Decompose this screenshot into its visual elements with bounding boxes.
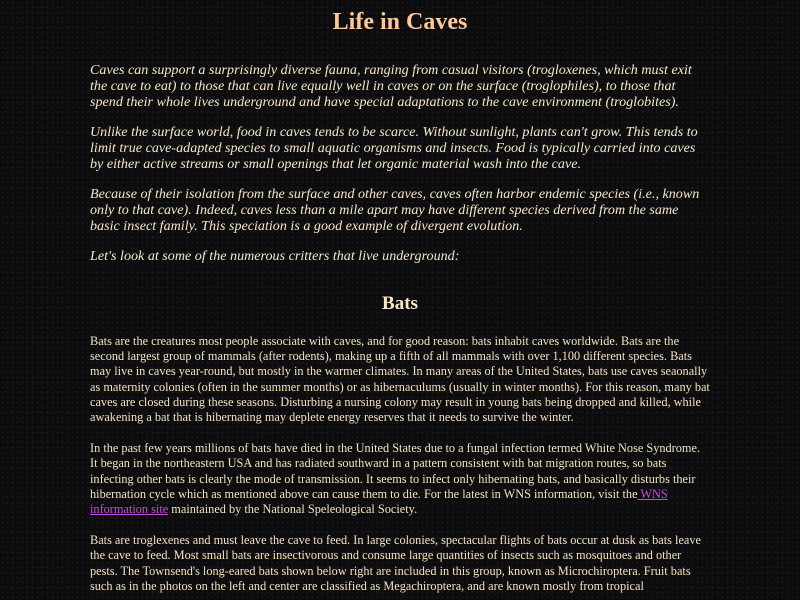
intro-paragraph: Caves can support a surprisingly diverse fauna, ranging from casual visitors (trogloxenes, which must exit the cave to eat) to those that can live equally well in caves or on the surface (troglophiles), to those that spend their whole lives underground and have special adaptations to the cave environment (troglobites). (90, 62, 692, 110)
wns-information-link[interactable]: WNS information site (90, 486, 668, 517)
bats-heading: Bats (382, 293, 418, 314)
bats-paragraph: Bats are troglexenes and must leave the cave to feed. In large colonies, spectacular flights of bats occur at dusk as bats leave the cave to feed. Most small bats are insectivorous and consume large quantities of insects such as mosquitoes and other pests. The Townsend's long-eared bats shown below right are included in this group, known as Microchiroptera. Fruit bats such as in the photos on the left and center are classified as Megachiroptera, and are known mostly from tropical (90, 533, 701, 593)
bats-paragraph: Bats are the creatures most people associate with caves, and for good reason: bats inhabit caves worldwide. Bats are the second largest group of mammals (after rodents), making up a fifth of all mammals with over 1,100 different species. Bats may live in caves year-round, but mostly in the warmer climates. In many areas of the United States, bats use caves seaonally as maternity colonies (often in the summer months) or as hibernaculums (usually in winter months). For this reason, many bat caves are closed during these seasons. Disturbing a nursing colony may result in young bats being dropped and killed, while awakening a bat that is hibernating may deplete energy reserves that it needs to survive the winter. (90, 334, 710, 425)
intro-paragraph: Unlike the surface world, food in caves tends to be scarce. Without sunlight, plants can't grow. This tends to limit true cave-adapted species to small aquatic organisms and insects. Food is typically carried into caves by either active streams or small openings that let organic material wash into the cave. (90, 124, 698, 172)
bats-paragraph-wns (90, 441, 710, 517)
page-title: Life in Caves (332, 9, 468, 35)
wns-text-before: In the past few years millions of bats have died in the United States due to a fungal infection termed White Nose Syndrome. It began in the northeastern USA and has radiated southward in a pattern consistent with bat migration routes, so bats infecting other bats is clearly the mode of transmission. It seems to infect only hibernating bats, and basically disturbs their hibernation cycle which as mentioned above can cause them to die. For the latest in WNS information, visit the (90, 441, 701, 501)
intro-paragraph: Let's look at some of the numerous critters that live underground: (90, 248, 460, 264)
wns-text-after: maintained by the National Speleological Society. (168, 502, 418, 517)
bats-section (90, 334, 710, 594)
intro-paragraph: Because of their isolation from the surface and other caves, caves often harbor endemic species (i.e., known only to that cave). Indeed, caves less than a mile apart may have different species derived from the same basic insect family. This speciation is a good example of divergent evolution. (90, 186, 700, 234)
intro-section (90, 62, 710, 264)
